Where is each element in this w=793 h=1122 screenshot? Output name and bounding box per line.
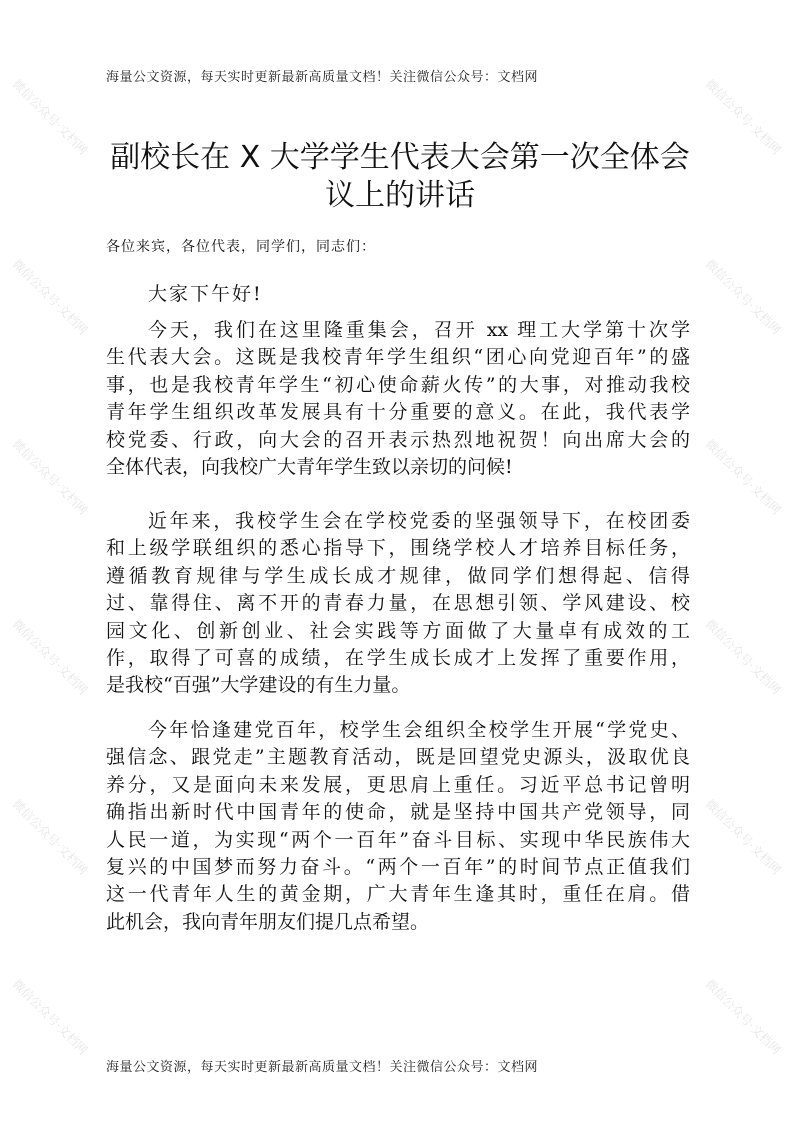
- paragraph-line: 校党委、行政，向大会的召开表示热烈地祝贺！向出席大会的: [106, 428, 690, 451]
- greeting: 大家下午好!: [148, 283, 263, 305]
- salutation: 各位来宾，各位代表，同学们，同志们：: [106, 239, 376, 255]
- paragraph-line: 园文化、创新创业、社会实践等方面做了大量卓有成效的工: [106, 619, 690, 642]
- page-header: 海量公文资源，每天实时更新最新高质量文档！关注微信公众号：文档网: [106, 70, 539, 85]
- paragraph: [106, 317, 690, 481]
- paragraph-line: 复兴的中国梦而努力奋斗。“两个一百年”的时间节点正值我们: [106, 855, 690, 878]
- page-footer: 海量公文资源，每天实时更新最新高质量文档！关注微信公众号：文档网: [106, 1060, 539, 1075]
- watermark-text: 微信公众号·文档网: [9, 76, 91, 158]
- paragraph-line: 遵循教育规律与学生成长成才规律，做同学们想得起、信得: [106, 564, 690, 587]
- paragraph-line: 这一代青年人生的黄金期，广大青年生逢其时，重任在肩。借: [106, 883, 690, 906]
- paragraph-line: 作，取得了可喜的成绩，在学生成长成才上发挥了重要作用，: [106, 646, 690, 669]
- watermark-text: 微信公众号·文档网: [702, 976, 784, 1058]
- paragraph-line: 养分，又是面向未来发展，更思肩上重任。习近平总书记曾明: [106, 773, 690, 796]
- paragraph-line: 人民一道，为实现“两个一百年”奋斗目标、实现中华民族伟大: [106, 828, 690, 851]
- watermark-text: 微信公众号·文档网: [702, 796, 784, 878]
- watermark-text: 微信公众号·文档网: [702, 436, 784, 518]
- watermark-text: 微信公众号·文档网: [702, 616, 784, 698]
- watermark-text: 微信公众号·文档网: [9, 256, 91, 338]
- paragraph-line: 确指出新时代中国青年的使命，就是坚持中国共产党领导，同: [106, 801, 690, 824]
- watermark-text: 微信公众号·文档网: [702, 76, 784, 158]
- paragraph-line: 青年学生组织改革发展具有十分重要的意义。在此，我代表学: [106, 401, 690, 424]
- title-line: 议上的讲话: [325, 178, 475, 213]
- paragraph-line: 今年恰逢建党百年，校学生会组织全校学生开展“学党史、: [148, 719, 690, 741]
- paragraph-line: 和上级学联组织的悉心指导下，围绕学校人才培养目标任务，: [106, 537, 690, 560]
- paragraph-line: 过、靠得住、离不开的青春力量，在思想引领、学风建设、校: [106, 592, 690, 615]
- watermark-text: 微信公众号·文档网: [9, 616, 91, 698]
- title-line: 副校长在 X 大学学生代表大会第一次全体会: [110, 140, 690, 175]
- paragraph-line: 生代表大会。这既是我校青年学生组织“团心向党迎百年”的盛: [106, 346, 690, 369]
- watermark-text: 微信公众号·文档网: [702, 256, 784, 338]
- paragraph: [106, 717, 690, 936]
- watermark-text: 微信公众号·文档网: [9, 976, 91, 1058]
- watermark-text: 微信公众号·文档网: [9, 436, 91, 518]
- paragraph-line: 全体代表，向我校广大青年学生致以亲切的问候!: [106, 455, 513, 478]
- paragraph-line: 今天，我们在这里隆重集会，召开 xx 理工大学第十次学: [148, 319, 690, 341]
- paragraph-line: 是我校“百强”大学建设的有生力量。: [106, 674, 411, 697]
- paragraph-line: 强信念、跟党走”主题教育活动，既是回望党史源头，汲取优良: [106, 746, 690, 769]
- paragraph: [106, 508, 690, 700]
- paragraph-line: 事，也是我校青年学生“初心使命薪火传”的大事，对推动我校: [106, 373, 690, 396]
- document-title: [100, 139, 700, 215]
- paragraph-line: 近年来，我校学生会在学校党委的坚强领导下，在校团委: [148, 510, 690, 532]
- watermark-text: 微信公众号·文档网: [9, 796, 91, 878]
- paragraph-line: 此机会，我向青年朋友们提几点希望。: [106, 910, 430, 933]
